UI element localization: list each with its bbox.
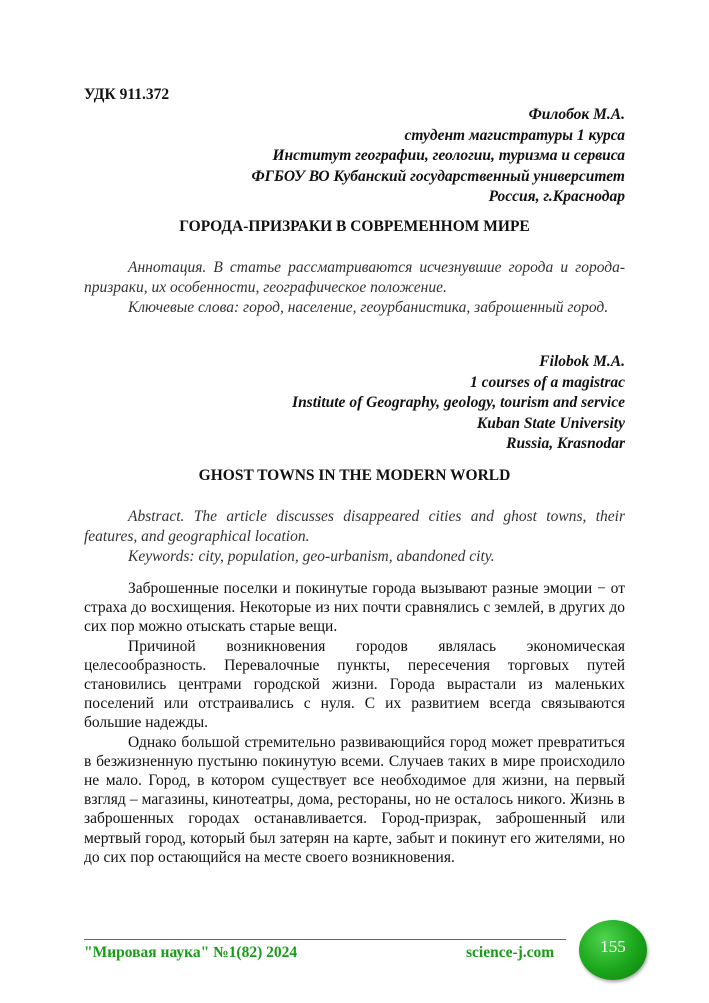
ru-university: ФГБОУ ВО Кубанский государственный университет <box>251 167 625 185</box>
ru-annotation: Аннотация. В статье рассматриваются исчезнувшие города и города-призраки, их особенности, географическое положение. <box>84 259 625 296</box>
en-article-title: GHOST TOWNS IN THE MODERN WORLD <box>198 467 511 484</box>
article-body <box>84 579 625 867</box>
en-university: Kuban State University <box>476 414 625 432</box>
en-author-block <box>292 352 625 455</box>
en-institute: Institute of Geography, geology, tourism and service <box>292 394 625 411</box>
ru-author-block <box>251 105 625 208</box>
en-author-name: Filobok M.A. <box>539 353 625 370</box>
journal-site: science-j.com <box>466 944 555 961</box>
ru-location: Россия, г.Краснодар <box>488 188 625 205</box>
ru-keywords: Ключевые слова: город, население, геоурбанистика, заброшенный город. <box>128 299 609 316</box>
en-abstract-block <box>84 507 625 567</box>
en-abstract: Abstract. The article discusses disappeared cities and ghost towns, their features, and geographical location. <box>84 508 625 545</box>
en-keywords: Keywords: city, population, geo-urbanism, abandoned city. <box>128 548 495 565</box>
ru-article-title: ГОРОДА-ПРИЗРАКИ В СОВРЕМЕННОМ МИРЕ <box>179 218 530 235</box>
body-paragraph: Однако большой стремительно развивающийся город может превратиться в безжизненную пустыню покинутую всеми. Случаев таких в мире происходило не мало. Город, в котором существует все необходимое для жизни, на первый взгляд – магазины, кинотеатры, дома, рестораны, но не осталось никого. Жизнь в заброшенных городах останавливается. Город-призрак, заброшенный или мертвый город, который был затерян на карте, забыт и покинут его жителями, но до сих пор остающийся на месте своего возникновения. <box>84 733 625 866</box>
udk-code: УДК 911.372 <box>84 86 170 103</box>
footer-divider <box>84 939 566 940</box>
page-number: 155 <box>600 937 626 956</box>
page-number-badge <box>579 920 647 980</box>
ru-abstract-block <box>84 258 625 318</box>
journal-name: "Мировая наука" №1(82) 2024 <box>84 944 298 961</box>
ru-institute: Институт географии, геологии, туризма и сервиса <box>272 147 625 164</box>
en-location: Russia, Krasnodar <box>506 435 625 452</box>
body-paragraph: Причиной возникновения городов являлась экономическая целесообразность. Перевалочные пункты, пересечения торговых путей становились центрами городской жизни. Города вырастали из маленьких поселений или отстраивались с нуля. С их развитием всегда связываются большие надежды. <box>84 637 625 732</box>
en-author-position: 1 courses of a magistrac <box>470 373 625 391</box>
ru-author-position: студент магистратуры 1 курса <box>404 126 625 144</box>
ru-author-name: Филобок М.А. <box>528 106 625 123</box>
body-paragraph: Заброшенные поселки и покинутые города вызывают разные эмоции − от страха до восхищения. Некоторые из них почти сравнялись с землей, в других до сих пор можно отыскать старые вещи. <box>84 580 625 636</box>
